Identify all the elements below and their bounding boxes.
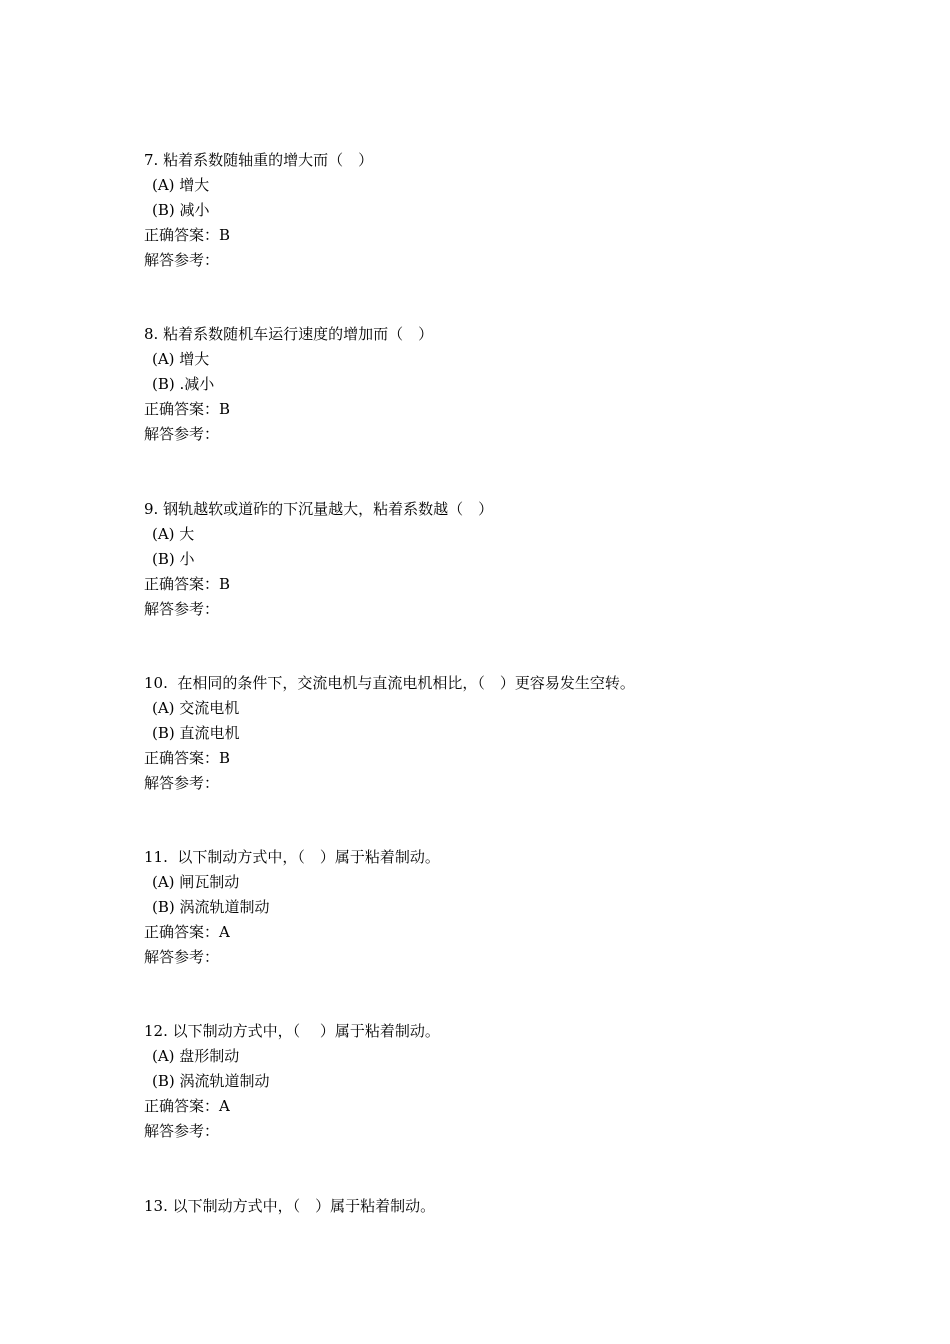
option-b: (B) 涡流轨道制动 [152,1072,270,1090]
option-b: (B) .减小 [152,375,215,393]
question-10 [144,671,844,796]
answer-reference: 解答参考： [144,774,220,792]
question-12 [144,1019,844,1144]
option-a: (A) 交流电机 [152,699,240,717]
correct-answer: 正确答案：B [144,400,231,418]
question-stem: 12. 以下制动方式中，（ ）属于粘着制动。 [144,1022,440,1040]
correct-answer: 正确答案：B [144,749,231,767]
question-stem: 7. 粘着系数随轴重的增大而（ ） [144,151,374,169]
option-a: (A) 大 [152,525,195,543]
question-9 [144,497,844,622]
question-stem: 10. 在相同的条件下，交流电机与直流电机相比，（ ）更容易发生空转。 [144,674,635,692]
question-stem: 13. 以下制动方式中，（ ）属于粘着制动。 [144,1197,436,1215]
answer-reference: 解答参考： [144,600,220,618]
correct-answer: 正确答案：B [144,226,231,244]
option-b: (B) 涡流轨道制动 [152,898,270,916]
correct-answer: 正确答案：A [144,1097,230,1115]
correct-answer: 正确答案：A [144,923,230,941]
question-13 [144,1194,844,1219]
answer-reference: 解答参考： [144,1122,220,1140]
option-a: (A) 盘形制动 [152,1047,240,1065]
question-11 [144,845,844,970]
correct-answer: 正确答案：B [144,575,231,593]
option-a: (A) 闸瓦制动 [152,873,240,891]
answer-reference: 解答参考： [144,425,220,443]
question-stem: 9. 钢轨越软或道砟的下沉量越大，粘着系数越（ ） [144,500,494,518]
option-b: (B) 小 [152,550,195,568]
question-stem: 8. 粘着系数随机车运行速度的增加而（ ） [144,325,434,343]
option-b: (B) 直流电机 [152,724,240,742]
question-stem: 11. 以下制动方式中，（ ）属于粘着制动。 [144,848,440,866]
option-a: (A) 增大 [152,350,210,368]
answer-reference: 解答参考： [144,948,220,966]
option-b: (B) 减小 [152,201,210,219]
question-8 [144,322,844,447]
option-a: (A) 增大 [152,176,210,194]
question-7 [144,148,844,273]
answer-reference: 解答参考： [144,251,220,269]
